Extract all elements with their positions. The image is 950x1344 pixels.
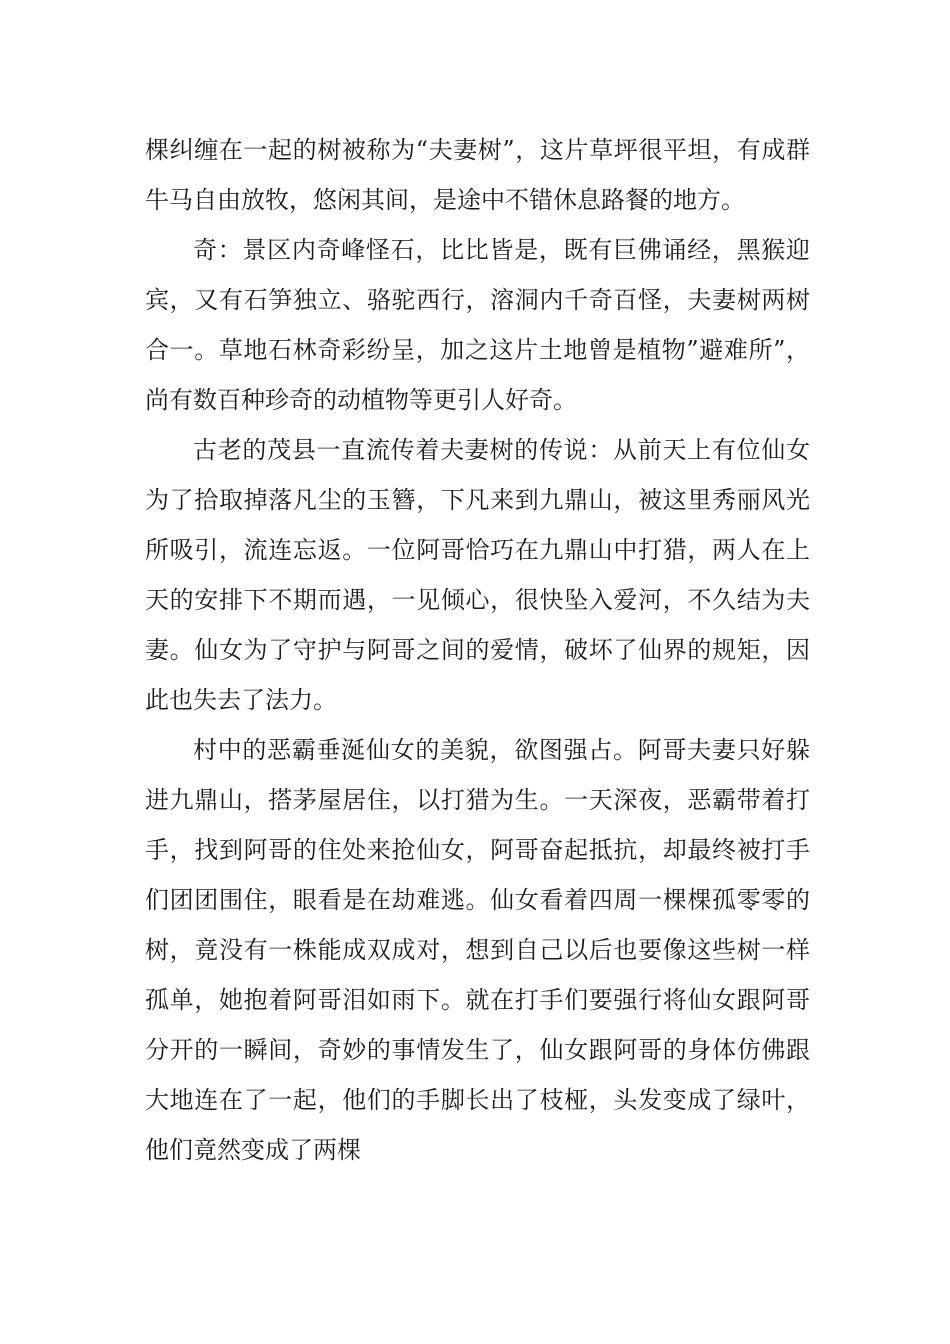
paragraph-qi: 奇：景区内奇峰怪石，比比皆是，既有巨佛诵经，黑猴迎宾，又有石笋独立、骆驼西行，溶洞内千奇百怪，夫妻树两树合一。草地石林奇彩纷呈，加之这片土地曾是植物”避难所”，尚有数百种珍奇的动植物等更引人好奇。 [145,236,810,414]
paragraph-continuation: 棵纠缠在一起的树被称为“夫妻树”，这片草坪很平坦，有成群牛马自由放牧，悠闲其间，是途中不错休息路餐的地方。 [145,136,810,214]
document-body [145,125,810,1175]
paragraph-legend-intro: 古老的茂县一直流传着夫妻树的传说：从前天上有位仙女为了拾取掉落凡尘的玉簪，下凡来到九鼎山，被这里秀丽风光所吸引，流连忘返。一位阿哥恰巧在九鼎山中打猎，两人在上天的安排下不期而遇，一见倾心，很快坠入爱河，不久结为夫妻。仙女为了守护与阿哥之间的爱情，破坏了仙界的规矩，因此也失去了法力。 [145,436,810,714]
paragraph-legend-story: 村中的恶霸垂涎仙女的美貌，欲图强占。阿哥夫妻只好躲进九鼎山，搭茅屋居住，以打猎为生。一天深夜，恶霸带着打手，找到阿哥的住处来抢仙女，阿哥奋起抵抗，却最终被打手们团团围住，眼看是在劫难逃。仙女看着四周一棵棵孤零零的树，竟没有一株能成双成对，想到自己以后也要像这些树一样孤单，她抱着阿哥泪如雨下。就在打手们要强行将仙女跟阿哥分开的一瞬间，奇妙的事情发生了，仙女跟阿哥的身体仿佛跟大地连在了一起，他们的手脚长出了枝桠，头发变成了绿叶，他们竟然变成了两棵 [145,736,810,1164]
